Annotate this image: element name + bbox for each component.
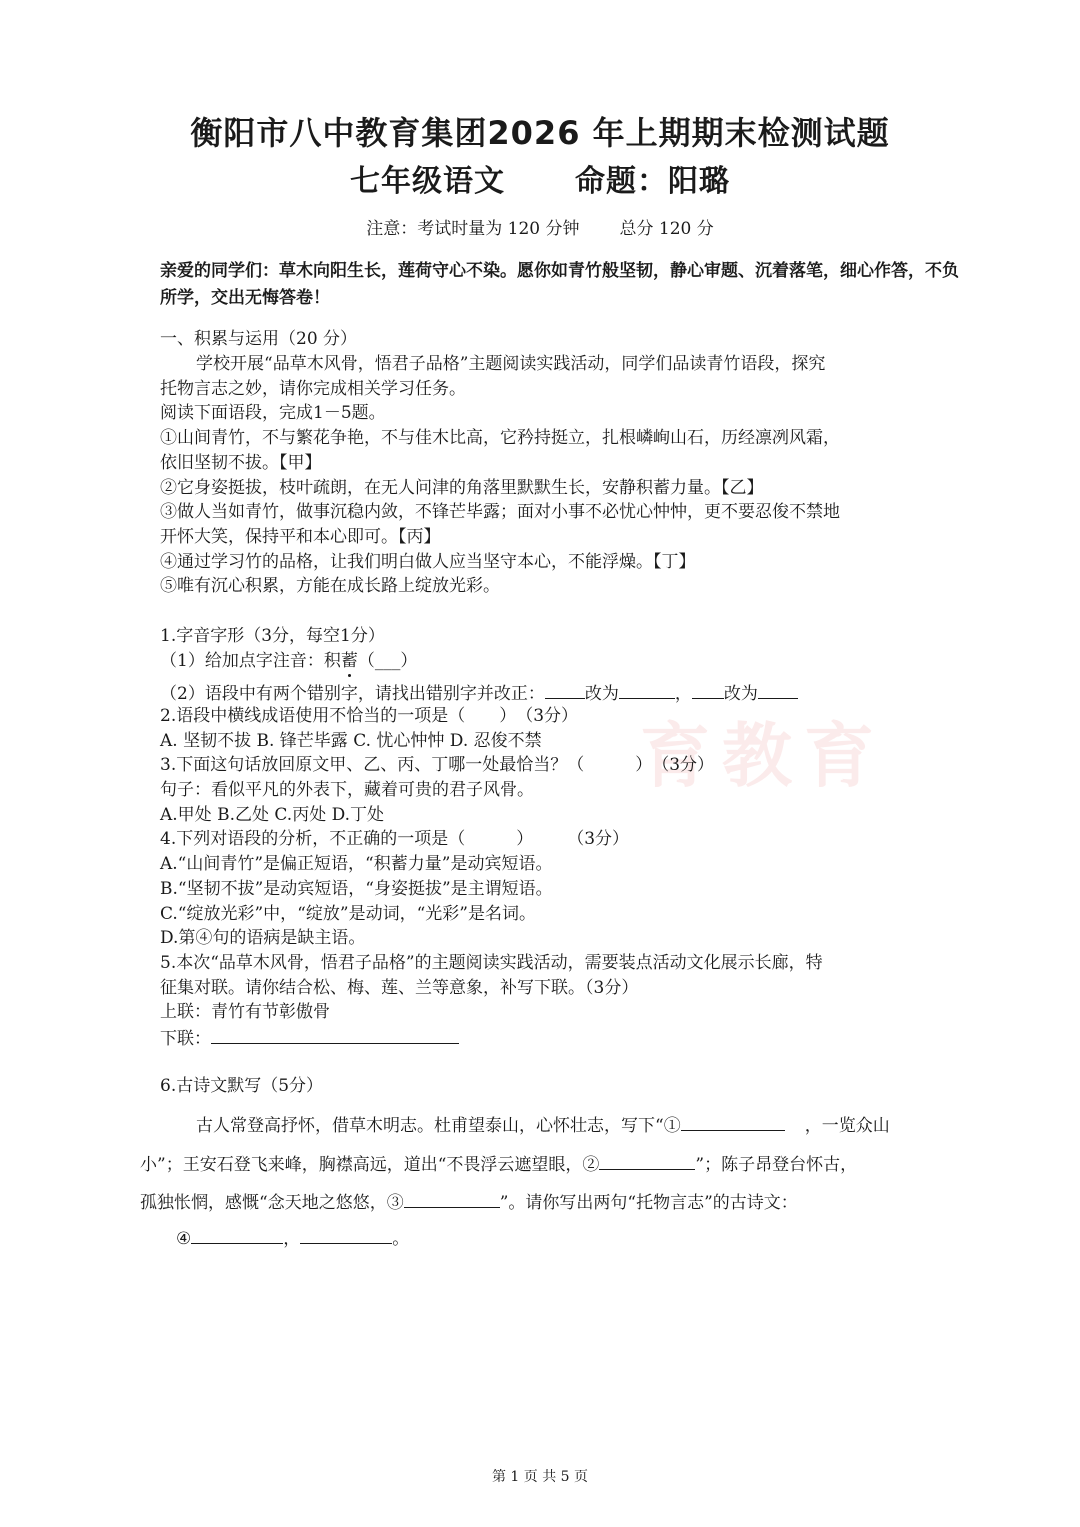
q6-text: ， [283,1229,301,1249]
q1-1-answer-blank: （___） [357,651,418,671]
answer-blank [681,1112,785,1131]
question-5-line: 征集对联。请你结合松、梅、莲、兰等意象，补写下联。（3分） [160,978,639,998]
passage-line: ③做人当如青竹，做事沉稳内敛，不锋芒毕露；面对小事不必忧心忡忡，更不要忍俊不禁地 [160,502,840,522]
page-footer: 第 1 页 共 5 页 [491,1469,589,1485]
question-4-option-c: C.“绽放光彩”中，“绽放”是动词，“光彩”是名词。 [160,904,536,924]
answer-blank [191,1225,283,1244]
answer-blank [211,1025,459,1044]
question-3-title: 3.下面这句话放回原文甲、乙、丙、丁哪一处最恰当？（ ） （3分） [160,755,715,775]
passage-line: ①山间青竹，不与繁花争艳，不与佳木比高，它矜持挺立，扎根嶙峋山石，历经凛冽风霜， [160,428,840,448]
score-note: 总分 120 分 [619,219,714,239]
author-label: 命题：阳璐 [575,164,730,199]
q6-text: 。 [392,1229,410,1249]
couplet-upper: 上联：青竹有节彰傲骨 [160,1002,330,1022]
question-1-title: 1.字音字形（3分，每空1分） [160,626,385,646]
q6-text: ④ [176,1229,192,1249]
question-6-line [140,1188,798,1213]
passage-line: ②它身姿挺拔，枝叶疏朗，在无人问津的角落里默默生长，安静积蓄力量。【乙】 [160,478,764,498]
q6-text: 小”；王安石登飞来峰，胸襟高远，道出“不畏浮云遮望眼，② [140,1155,600,1175]
greeting-text: 亲爱的同学们：草木向阳生长，莲荷守心不染。愿你如青竹般坚韧，静心审题、沉着落笔，细心作答，不负所学，交出无悔答卷！ [160,261,959,308]
answer-blank [599,1151,695,1170]
answer-blank [692,680,724,699]
question-3-sentence: 句子：看似平凡的外表下，藏着可贵的君子风骨。 [160,780,534,800]
answer-blank [758,680,798,699]
question-2-options: A. 坚韧不拔 B. 锋芒毕露 C. 忧心忡忡 D. 忍俊不禁 [160,731,542,751]
q6-text: ”；陈子昂登台怀古， [695,1155,858,1175]
dotted-char: 蓄 [340,651,358,671]
question-4-option-b: B.“坚韧不拔”是动宾短语，“身姿挺拔”是主谓短语。 [160,879,553,899]
intro-line: 学校开展“品草木风骨，悟君子品格”主题阅读实践活动，同学们品读青竹语段，探究 [196,354,826,374]
q6-text: ，一览众山 [804,1116,890,1136]
subject-label: 七年级语文 [350,164,505,199]
exam-title: 衡阳市八中教育集团2026 年上期期末检测试题 [190,114,890,152]
time-note: 注意：考试时量为 120 分钟 [366,219,580,239]
couplet-lower [160,1025,459,1051]
q1-2-change-label: 改为 [584,684,619,704]
question-6-title: 6.古诗文默写（5分） [160,1076,324,1096]
question-6-line [176,1224,409,1249]
exam-subtitle [0,156,1080,200]
answer-blank [404,1189,500,1208]
question-2-title: 2.语段中横线成语使用不恰当的一项是（ ） （3分） [160,706,579,726]
q6-text: ”。请你写出两句“托物言志”的古诗文： [499,1193,798,1213]
q1-2-prefix: （2）语段中有两个错别字，请找出错别字并改正： [160,684,545,704]
answer-blank [300,1225,392,1244]
passage-line: 依旧坚韧不拔。【甲】 [160,453,322,473]
question-1-1 [160,649,417,673]
answer-blank [545,680,585,699]
question-6-line [196,1111,890,1136]
answer-blank [619,680,675,699]
passage-line: ⑤唯有沉心积累，方能在成长路上绽放光彩。 [160,576,500,596]
read-prompt: 阅读下面语段，完成1－5题。 [160,403,386,423]
question-5-line: 5.本次“品草木风骨，悟君子品格”的主题阅读实践活动，需要装点活动文化展示长廊，特 [160,953,823,973]
intro-line: 托物言志之妙，请你完成相关学习任务。 [160,379,466,399]
question-3-options: A.甲处 B.乙处 C.丙处 D.丁处 [160,805,385,825]
q6-text: 孤独怅惘，感慨“念天地之悠悠，③ [140,1193,404,1213]
question-1-2 [160,680,798,706]
section-heading: 一、积累与运用（20 分） [160,329,358,349]
q1-2-change-label: 改为 [723,684,758,704]
q6-text: 古人常登高抒怀，借草木明志。杜甫望泰山，心怀壮志，写下“① [196,1116,681,1136]
q1-1-prefix: （1）给加点字注音：积 [160,651,341,671]
couplet-lower-label: 下联： [160,1029,211,1049]
question-4-option-d: D.第④句的语病是缺主语。 [160,928,366,948]
question-4-option-a: A.“山间青竹”是偏正短语，“积蓄力量”是动宾短语。 [160,854,553,874]
question-4-title: 4.下列对语段的分析，不正确的一项是（ ） （3分） [160,829,630,849]
q1-2-comma: ， [674,684,692,704]
question-6-line [140,1150,857,1175]
passage-line: ④通过学习竹的品格，让我们明白做人应当坚守本心，不能浮燥。【丁】 [160,552,696,572]
watermark: 育教育 [640,715,886,797]
exam-notice [0,214,1080,239]
passage-line: 开怀大笑，保持平和本心即可。【丙】 [160,527,441,547]
